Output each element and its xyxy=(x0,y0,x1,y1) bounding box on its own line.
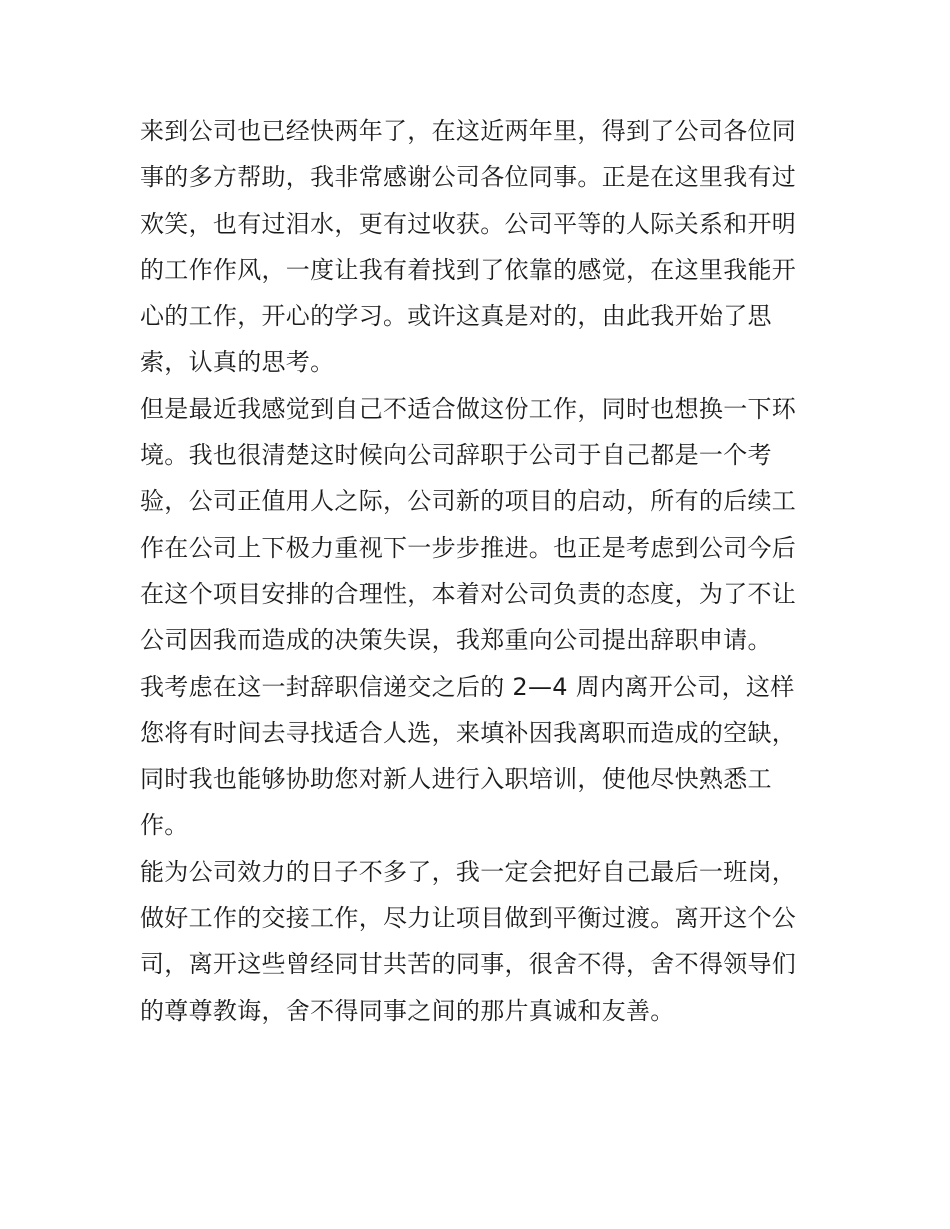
text-line-2: 事的多方帮助，我非常感谢公司各位同事。正是在这里我有过 xyxy=(140,163,797,192)
text-line-15: 同时我也能够协助您对新人进行入职培训，使他尽快熟悉工 xyxy=(140,765,772,794)
text-line-5: 心的工作，开心的学习。或许这真是对的，由此我开始了思 xyxy=(140,302,772,331)
text-line-19: 司，离开这些曾经同甘共苦的同事，很舍不得，舍不得领导们 xyxy=(140,950,797,979)
text-line-20: 的尊尊教诲，舍不得同事之间的那片真诚和友善。 xyxy=(140,996,675,1025)
text-line-14: 您将有时间去寻找适合人选，来填补因我离职而造成的空缺， xyxy=(140,718,797,747)
text-line-10: 作在公司上下极力重视下一步步推进。也正是考虑到公司今后 xyxy=(140,533,797,562)
document-body xyxy=(140,108,812,1034)
text-line-13: 我考虑在这一封辞职信递交之后的 2—4 周内离开公司，这样 xyxy=(140,672,795,701)
text-line-18: 做好工作的交接工作，尽力让项目做到平衡过渡。离开这个公 xyxy=(140,904,797,933)
text-line-7: 但是最近我感觉到自己不适合做这份工作，同时也想换一下环 xyxy=(140,394,797,423)
text-line-16: 作。 xyxy=(140,811,189,840)
text-line-17: 能为公司效力的日子不多了，我一定会把好自己最后一班岗， xyxy=(140,857,797,886)
text-line-8: 境。我也很清楚这时候向公司辞职于公司于自己都是一个考 xyxy=(140,441,772,470)
text-line-11: 在这个项目安排的合理性，本着对公司负责的态度，为了不让 xyxy=(140,579,797,608)
text-line-12: 公司因我而造成的决策失误，我郑重向公司提出辞职申请。 xyxy=(140,626,772,655)
text-line-6: 索，认真的思考。 xyxy=(140,348,335,377)
text-line-9: 验，公司正值用人之际，公司新的项目的启动，所有的后续工 xyxy=(140,487,797,516)
text-line-3: 欢笑，也有过泪水，更有过收获。公司平等的人际关系和开明 xyxy=(140,209,797,238)
text-line-4: 的工作作风，一度让我有着找到了依靠的感觉，在这里我能开 xyxy=(140,255,797,284)
text-line-1: 来到公司也已经快两年了，在这近两年里，得到了公司各位同 xyxy=(140,117,797,145)
